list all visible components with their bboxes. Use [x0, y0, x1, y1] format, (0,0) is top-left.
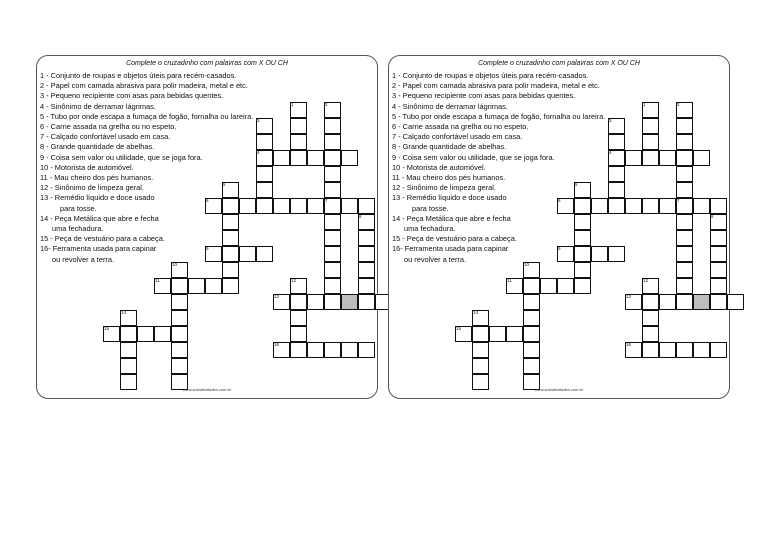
crossword-cell[interactable]: [676, 166, 693, 182]
crossword-cell[interactable]: [256, 134, 273, 150]
crossword-cell[interactable]: [540, 278, 557, 294]
crossword-cell[interactable]: [171, 342, 188, 358]
clue-number: 12: [643, 278, 649, 283]
crossword-cell[interactable]: [358, 262, 375, 278]
crossword-cell[interactable]: [693, 342, 710, 358]
clue-number: 1: [291, 102, 294, 107]
crossword-cell[interactable]: [676, 230, 693, 246]
crossword-cell[interactable]: [324, 246, 341, 262]
crossword-cell[interactable]: [324, 262, 341, 278]
clue-item: 3 - Pequeno recipiente com asas para bebidas quentes.: [392, 91, 576, 101]
crossword-cell[interactable]: [710, 278, 727, 294]
clue-item: 13 - Remédio líquido e doce usado: [40, 193, 155, 203]
crossword-cell[interactable]: [120, 342, 137, 358]
crossword-cell[interactable]: [171, 294, 188, 310]
crossword-cell[interactable]: [608, 246, 625, 262]
clue-item: 6 - Carne assada na grelha ou no espeto.: [40, 122, 177, 132]
crossword-cell[interactable]: [307, 198, 324, 214]
crossword-cell[interactable]: [659, 294, 676, 310]
clue-number: 7: [325, 198, 328, 203]
crossword-cell[interactable]: [642, 198, 659, 214]
crossword-cell[interactable]: [574, 246, 591, 262]
crossword-cell[interactable]: [608, 182, 625, 198]
crossword-cell[interactable]: [324, 294, 341, 310]
crossword-cell[interactable]: [642, 150, 659, 166]
crossword-cell[interactable]: [625, 198, 642, 214]
clue-item: 12 - Sinônimo de limpeza geral.: [392, 183, 496, 193]
crossword-cell[interactable]: [341, 198, 358, 214]
crossword-cell[interactable]: [642, 342, 659, 358]
crossword-cell[interactable]: [154, 326, 171, 342]
crossword-cell[interactable]: [137, 326, 154, 342]
crossword-cell[interactable]: [659, 342, 676, 358]
crossword-cell[interactable]: [324, 182, 341, 198]
crossword-cell[interactable]: [120, 358, 137, 374]
crossword-cell[interactable]: [710, 342, 727, 358]
crossword-cell[interactable]: [693, 198, 710, 214]
crossword-cell[interactable]: [222, 278, 239, 294]
crossword-cell[interactable]: [659, 198, 676, 214]
clue-item: 15 - Peça de vestuário para a cabeça.: [392, 234, 517, 244]
crossword-cell[interactable]: [676, 342, 693, 358]
crossword-cell[interactable]: [676, 182, 693, 198]
clue-number: 15: [456, 326, 462, 331]
clue-number: 9: [206, 246, 209, 251]
crossword-cell[interactable]: [324, 134, 341, 150]
clue-number: 5: [575, 182, 578, 187]
crossword-cell[interactable]: [676, 246, 693, 262]
clue-number: 8: [359, 214, 362, 219]
crossword-cell[interactable]: [523, 326, 540, 342]
clue-number: 1: [643, 102, 646, 107]
clue-item: 4 - Sinônimo de derramar lágrimas.: [40, 101, 156, 111]
crossword-cell[interactable]: [472, 342, 489, 358]
clue-number: 2: [677, 102, 680, 107]
crossword-cell[interactable]: [120, 326, 137, 342]
crossword-cell[interactable]: [171, 358, 188, 374]
crossword-cell[interactable]: [324, 278, 341, 294]
crossword-cell[interactable]: [290, 310, 307, 326]
crossword-cell[interactable]: [676, 214, 693, 230]
crossword-cell[interactable]: [523, 358, 540, 374]
crossword-cell[interactable]: [676, 278, 693, 294]
clue-item: 16- Ferramenta usada para capinar: [392, 244, 509, 254]
clue-item: 12 - Sinônimo de limpeza geral.: [40, 183, 144, 193]
clue-list: [392, 71, 642, 265]
clue-item: 5 - Tubo por onde escapa a fumaça de fogão, fornalha ou lareira.: [40, 111, 254, 121]
crossword-cell[interactable]: [574, 230, 591, 246]
crossword-cell[interactable]: [324, 166, 341, 182]
clue-item: 8 - Grande quantidade de abelhas.: [40, 142, 155, 152]
crossword-cell[interactable]: [523, 342, 540, 358]
crossword-cell[interactable]: [222, 214, 239, 230]
crossword-cell[interactable]: [290, 326, 307, 342]
crossword-cell[interactable]: [222, 230, 239, 246]
clue-number: 7: [677, 198, 680, 203]
clue-number: 10: [172, 262, 178, 267]
crossword-cell[interactable]: [324, 150, 341, 166]
crossword-cell[interactable]: [523, 310, 540, 326]
crossword-cell[interactable]: [358, 246, 375, 262]
card-title: Complete o cruzadinho com palavras com X OU CH: [126, 60, 288, 67]
clue-number: 5: [223, 182, 226, 187]
clue-item: 2 - Papel com camada abrasiva para polir madeira, metal e etc.: [392, 81, 600, 91]
clue-number: 6: [206, 198, 209, 203]
crossword-cell[interactable]: [676, 294, 693, 310]
crossword-cell[interactable]: [557, 278, 574, 294]
crossword-cell[interactable]: [506, 326, 523, 342]
clue-number: 6: [558, 198, 561, 203]
crossword-cell[interactable]: [727, 294, 744, 310]
crossword-cell[interactable]: [324, 118, 341, 134]
crossword-cell[interactable]: [290, 134, 307, 150]
crossword-cell[interactable]: [710, 246, 727, 262]
crossword-cell[interactable]: [290, 342, 307, 358]
crossword-cell[interactable]: [693, 150, 710, 166]
clue-number: 4: [609, 150, 612, 155]
clue-number: 10: [524, 262, 530, 267]
crossword-cell[interactable]: [574, 198, 591, 214]
crossword-cell[interactable]: [256, 182, 273, 198]
crossword-cell[interactable]: [273, 198, 290, 214]
clue-number: 8: [711, 214, 714, 219]
crossword-cell[interactable]: [358, 278, 375, 294]
crossword-cell[interactable]: [642, 294, 659, 310]
crossword-cell[interactable]: [222, 262, 239, 278]
crossword-cell[interactable]: [659, 150, 676, 166]
crossword-cell[interactable]: [324, 342, 341, 358]
clue-number: 2: [325, 102, 328, 107]
crossword-cell[interactable]: [290, 118, 307, 134]
crossword-cell[interactable]: [256, 166, 273, 182]
crossword-cell[interactable]: [693, 294, 710, 310]
clue-item: 1 - Conjunto de roupas e objetos úteis para recém-casados.: [392, 71, 589, 80]
clue-number: 16: [626, 342, 632, 347]
crossword-cell[interactable]: [358, 198, 375, 214]
clue-number: 13: [626, 294, 632, 299]
crossword-card-right: [388, 55, 730, 399]
crossword-cell[interactable]: [472, 326, 489, 342]
crossword-cell[interactable]: [222, 198, 239, 214]
card-title: Complete o cruzadinho com palavras com X OU CH: [478, 60, 640, 67]
clue-number: 3: [257, 118, 260, 123]
crossword-cell[interactable]: [290, 198, 307, 214]
clue-number: 14: [473, 310, 479, 315]
crossword-cell[interactable]: [273, 150, 290, 166]
footer-url: www.soloatividades.com.br: [534, 387, 584, 392]
crossword-cell[interactable]: [642, 118, 659, 134]
clue-item: 8 - Grande quantidade de abelhas.: [392, 142, 507, 152]
clue-number: 11: [155, 278, 160, 283]
crossword-cell[interactable]: [171, 326, 188, 342]
crossword-cell[interactable]: [239, 246, 256, 262]
crossword-cell[interactable]: [574, 278, 591, 294]
clue-item-continuation: para tosse.: [60, 203, 97, 213]
clue-number: 16: [274, 342, 280, 347]
crossword-cell[interactable]: [574, 262, 591, 278]
crossword-cell[interactable]: [642, 134, 659, 150]
crossword-cell[interactable]: [341, 294, 358, 310]
crossword-cell[interactable]: [676, 150, 693, 166]
crossword-cell[interactable]: [358, 230, 375, 246]
clue-item: 7 - Calçado confortável usado em casa.: [392, 132, 523, 142]
crossword-card-left: [36, 55, 378, 399]
crossword-cell[interactable]: [591, 246, 608, 262]
crossword-cell[interactable]: [710, 262, 727, 278]
crossword-cell[interactable]: [710, 198, 727, 214]
crossword-cell[interactable]: [608, 134, 625, 150]
crossword-cell[interactable]: [239, 198, 256, 214]
crossword-cell[interactable]: [171, 278, 188, 294]
clue-item-continuation: uma fechadura.: [404, 224, 456, 234]
crossword-cell[interactable]: [676, 134, 693, 150]
clue-number: 14: [121, 310, 127, 315]
clue-item-continuation: uma fechadura.: [52, 224, 104, 234]
clue-item: 3 - Pequeno recipiente com asas para bebidas quentes.: [40, 91, 224, 101]
clue-item: 9 - Coisa sem valor ou utilidade, que se joga fora.: [40, 152, 203, 162]
crossword-cell[interactable]: [608, 166, 625, 182]
clue-number: 11: [507, 278, 512, 283]
clue-item: 5 - Tubo por onde escapa a fumaça de fogão, fornalha ou lareira.: [392, 111, 606, 121]
clue-item: 1 - Conjunto de roupas e objetos úteis para recém-casados.: [40, 71, 237, 80]
crossword-cell[interactable]: [171, 310, 188, 326]
crossword-cell[interactable]: [710, 230, 727, 246]
crossword-cell[interactable]: [290, 294, 307, 310]
clue-item: 16- Ferramenta usada para capinar: [40, 244, 157, 254]
clue-number: 12: [291, 278, 297, 283]
clue-item: 7 - Calçado confortável usado em casa.: [40, 132, 171, 142]
clue-number: 9: [558, 246, 561, 251]
clue-item: 9 - Coisa sem valor ou utilidade, que se joga fora.: [392, 152, 555, 162]
clue-item-continuation: para tosse.: [412, 203, 449, 213]
crossword-cell[interactable]: [608, 198, 625, 214]
crossword-cell[interactable]: [574, 214, 591, 230]
crossword-cell[interactable]: [324, 230, 341, 246]
crossword-cell[interactable]: [642, 326, 659, 342]
clue-item: 11 - Mau cheiro dos pés humanos.: [392, 173, 506, 183]
clue-item: 14 - Peça Metálica que abre e fecha: [392, 213, 511, 223]
clue-item: 6 - Carne assada na grelha ou no espeto.: [392, 122, 529, 132]
crossword-cell[interactable]: [625, 150, 642, 166]
clue-item: 15 - Peça de vestuário para a cabeça.: [40, 234, 165, 244]
crossword-cell[interactable]: [188, 278, 205, 294]
clue-item-continuation: ou revolver a terra.: [404, 254, 467, 264]
clue-item: 2 - Papel com camada abrasiva para polir madeira, metal e etc.: [40, 81, 248, 91]
crossword-cell[interactable]: [205, 278, 222, 294]
clue-item: 10 - Motorista de automóvel.: [392, 162, 486, 172]
crossword-cell[interactable]: [341, 342, 358, 358]
crossword-cell[interactable]: [676, 118, 693, 134]
crossword-cell[interactable]: [523, 278, 540, 294]
clue-item-continuation: ou revolver a terra.: [52, 254, 115, 264]
crossword-cell[interactable]: [341, 150, 358, 166]
clue-item: 4 - Sinônimo de derramar lágrimas.: [392, 101, 508, 111]
crossword-cell[interactable]: [307, 150, 324, 166]
crossword-cell[interactable]: [290, 150, 307, 166]
crossword-cell[interactable]: [358, 294, 375, 310]
crossword-cell[interactable]: [256, 246, 273, 262]
crossword-cell[interactable]: [489, 326, 506, 342]
crossword-cell[interactable]: [358, 342, 375, 358]
crossword-cell[interactable]: [710, 294, 727, 310]
clue-list: [40, 71, 290, 265]
crossword-cell[interactable]: [591, 198, 608, 214]
clue-number: 3: [609, 118, 612, 123]
clue-item: 14 - Peça Metálica que abre e fecha: [40, 213, 159, 223]
footer-url: www.soloatividades.com.br: [182, 387, 232, 392]
crossword-cell[interactable]: [642, 310, 659, 326]
clue-item: 10 - Motorista de automóvel.: [40, 162, 134, 172]
clue-item: 11 - Mau cheiro dos pés humanos.: [40, 173, 154, 183]
clue-number: 15: [104, 326, 110, 331]
crossword-cell[interactable]: [256, 198, 273, 214]
clue-number: 4: [257, 150, 260, 155]
clue-item: 13 - Remédio líquido e doce usado: [392, 193, 507, 203]
crossword-cell[interactable]: [472, 358, 489, 374]
crossword-cell[interactable]: [523, 294, 540, 310]
crossword-cell[interactable]: [222, 246, 239, 262]
clue-number: 13: [274, 294, 280, 299]
crossword-cell[interactable]: [676, 262, 693, 278]
crossword-cell[interactable]: [324, 214, 341, 230]
crossword-cell[interactable]: [307, 294, 324, 310]
crossword-cell[interactable]: [307, 342, 324, 358]
